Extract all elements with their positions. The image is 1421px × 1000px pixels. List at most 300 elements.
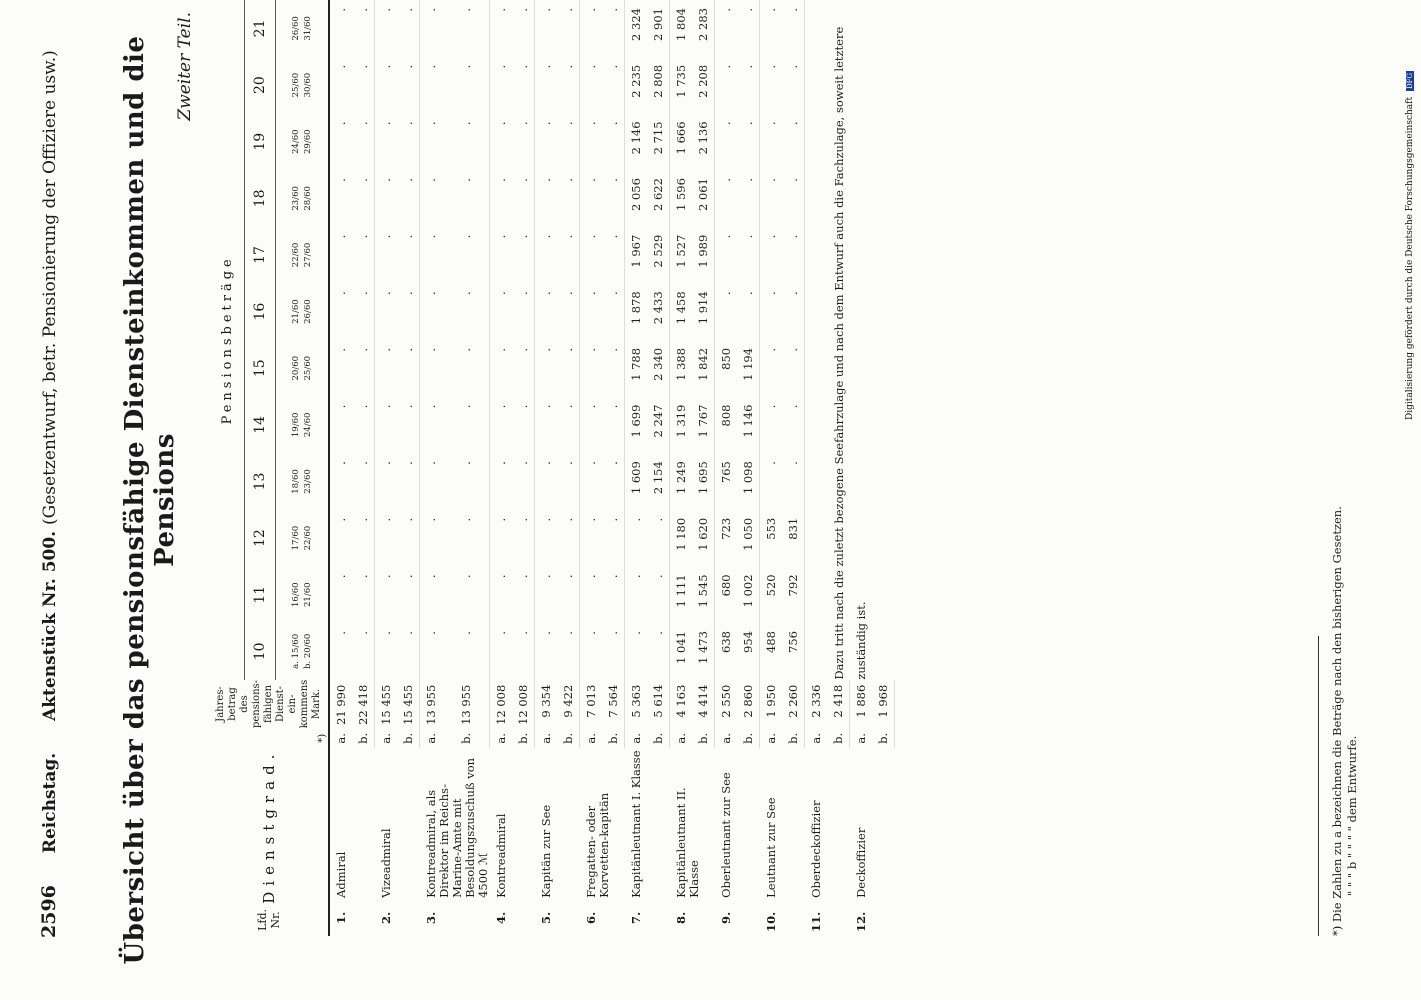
pension-value-15: . bbox=[584, 347, 598, 352]
pension-value-21: . bbox=[455, 0, 490, 57]
annual-income: 7 564 bbox=[602, 680, 625, 729]
pension-value-20: . bbox=[719, 64, 733, 69]
footnote-line-1: *) Die Zahlen zu a bezeichnen die Beträge nach den bisherigen Gesetzen. bbox=[1330, 506, 1344, 936]
pension-value-21: . bbox=[512, 0, 535, 57]
pension-value-14: 2 247 bbox=[647, 397, 670, 454]
pension-value-17: . bbox=[602, 227, 625, 284]
pension-value-10: . bbox=[455, 623, 490, 680]
dfg-logo: DFG bbox=[1406, 72, 1414, 90]
pension-value-10: . bbox=[334, 631, 348, 635]
pension-value-18: . bbox=[352, 170, 375, 227]
pension-value-16: . bbox=[334, 291, 348, 295]
pension-value-13: . bbox=[584, 461, 598, 465]
pension-value-13: . bbox=[455, 453, 490, 510]
pension-value-14: . bbox=[602, 397, 625, 454]
annual-income: 2 260 bbox=[782, 680, 805, 729]
fraction-header-20 bbox=[276, 57, 330, 114]
pension-value-12: . bbox=[557, 510, 580, 567]
pension-value-12: . bbox=[602, 510, 625, 567]
pension-value-20: 2 808 bbox=[647, 57, 670, 114]
variant-label: a. bbox=[334, 733, 348, 744]
row-number: 2. bbox=[378, 911, 393, 924]
row-number: 3. bbox=[423, 911, 438, 924]
pension-value-11: . bbox=[539, 574, 553, 579]
variant-label: a. bbox=[719, 733, 733, 744]
fraction-b: 25/60 bbox=[303, 355, 313, 381]
fraction-a: 22/60 bbox=[291, 242, 301, 268]
service-grade: Kontreadmiral, als Direktor im Reichs-Marine-Amte mit Besoldungszuschuß von 4500 ℳ bbox=[423, 757, 490, 898]
pension-value-19: . bbox=[782, 113, 805, 170]
annual-income: 2 860 bbox=[737, 680, 760, 729]
service-grade: Oberdeckoffizier bbox=[808, 800, 823, 898]
pension-value-16: . bbox=[455, 283, 490, 340]
year-header-18: 18 bbox=[245, 170, 276, 227]
annual-income: 1 886 bbox=[854, 684, 868, 718]
variant-label: b. bbox=[872, 728, 895, 748]
annual-income: 5 363 bbox=[629, 684, 643, 718]
pension-value-17: . bbox=[424, 234, 438, 239]
pension-value-19: . bbox=[584, 121, 598, 126]
pension-value-17: 2 529 bbox=[647, 227, 670, 284]
pension-value-12: . bbox=[512, 510, 535, 567]
pension-value-10: . bbox=[584, 631, 598, 635]
variant-label: a. bbox=[854, 733, 868, 744]
digitization-note: Digitalisierung gefördert durch die Deutsche Forschungsgemeinschaft bbox=[1405, 96, 1415, 420]
pension-value-21: . bbox=[557, 0, 580, 57]
table-row bbox=[715, 0, 738, 936]
pension-value-10: 1 041 bbox=[674, 631, 688, 664]
table-row bbox=[670, 0, 693, 936]
pension-value-15: . bbox=[557, 340, 580, 397]
service-grade: Kapitän zur See bbox=[538, 804, 553, 898]
pension-value-15: . bbox=[602, 340, 625, 397]
variant-label: b. bbox=[602, 728, 625, 748]
pension-value-16: . bbox=[584, 291, 598, 295]
fraction-header-15 bbox=[276, 340, 330, 397]
pension-value-16: 1 458 bbox=[674, 291, 688, 325]
pension-value-15: 1 388 bbox=[674, 347, 688, 381]
pension-value-19: . bbox=[494, 121, 508, 126]
pension-value-20: . bbox=[352, 57, 375, 114]
pension-value-12: 1 050 bbox=[737, 510, 760, 567]
fraction-a: 21/60 bbox=[291, 299, 301, 324]
pension-value-17: . bbox=[352, 227, 375, 284]
pension-value-19: . bbox=[455, 113, 490, 170]
pension-value-13: . bbox=[539, 461, 553, 465]
pension-value-12: . bbox=[352, 510, 375, 567]
pension-value-12: . bbox=[647, 510, 670, 567]
variant-label: b. bbox=[557, 728, 580, 748]
variant-label: a. bbox=[674, 733, 688, 744]
year-header-12: 12 bbox=[245, 510, 276, 567]
pension-value-21: . bbox=[539, 8, 553, 12]
pension-value-15: . bbox=[782, 340, 805, 397]
fraction-header-11 bbox=[276, 566, 330, 623]
row-number: 5. bbox=[538, 911, 553, 924]
pension-value-13: 2 154 bbox=[647, 453, 670, 510]
pension-value-13: . bbox=[512, 453, 535, 510]
pension-value-11: 792 bbox=[782, 566, 805, 623]
pension-value-18: . bbox=[782, 170, 805, 227]
pension-value-17: . bbox=[539, 234, 553, 239]
pension-value-14: 808 bbox=[719, 404, 733, 427]
pension-value-16: . bbox=[352, 283, 375, 340]
pension-value-14: . bbox=[584, 404, 598, 409]
year-header-19: 19 bbox=[245, 113, 276, 170]
variant-label: b. bbox=[512, 728, 535, 748]
pension-value-20: . bbox=[512, 57, 535, 114]
document-description: (Gesetzentwurf, betr. Pensionierung der Offiziere usw.) bbox=[40, 50, 60, 525]
pension-value-20: 1 735 bbox=[674, 64, 688, 98]
pension-value-10: 954 bbox=[737, 623, 760, 680]
fraction-a: a. 15/60 bbox=[291, 633, 301, 669]
fraction-header-14 bbox=[276, 397, 330, 454]
pension-value-10: . bbox=[352, 623, 375, 680]
row-number: 8. bbox=[673, 911, 688, 924]
variant-label: a. bbox=[764, 733, 778, 744]
pension-value-17: . bbox=[584, 234, 598, 239]
variant-label: a. bbox=[809, 733, 823, 744]
pension-value-18: . bbox=[379, 178, 393, 182]
annual-income: 1 950 bbox=[764, 684, 778, 718]
pension-value-20: . bbox=[379, 64, 393, 69]
fraction-b: 26/60 bbox=[303, 299, 313, 324]
pension-value-13: 1 695 bbox=[692, 453, 715, 510]
year-header-15: 15 bbox=[245, 340, 276, 397]
service-grade: Oberleutnant zur See bbox=[718, 772, 733, 898]
pension-value-18: . bbox=[512, 170, 535, 227]
fraction-a: 26/60 bbox=[291, 16, 301, 41]
pension-value-19: 1 666 bbox=[674, 121, 688, 155]
pension-value-12: . bbox=[584, 517, 598, 522]
pension-value-13: . bbox=[334, 461, 348, 465]
digitization-credit bbox=[1405, 71, 1415, 420]
pension-value-14: . bbox=[494, 404, 508, 409]
pension-value-15: . bbox=[512, 340, 535, 397]
pension-value-12: 553 bbox=[764, 517, 778, 540]
table-body bbox=[329, 0, 895, 936]
table-row bbox=[580, 0, 603, 936]
row-number: 1. bbox=[334, 911, 348, 924]
pension-value-17: 1 527 bbox=[674, 234, 688, 268]
pension-value-11: 1 111 bbox=[674, 574, 688, 608]
annual-income: 1 968 bbox=[872, 680, 895, 729]
fraction-b: 22/60 bbox=[303, 525, 313, 551]
pension-value-11: . bbox=[455, 566, 490, 623]
pension-value-16: . bbox=[397, 283, 420, 340]
pension-value-14: 1 319 bbox=[674, 404, 688, 438]
pension-value-17: . bbox=[379, 234, 393, 239]
pension-value-16: 2 433 bbox=[647, 283, 670, 340]
pension-value-13: 1 249 bbox=[674, 461, 688, 495]
year-header-13: 13 bbox=[245, 453, 276, 510]
annual-income: 4 414 bbox=[692, 680, 715, 729]
pension-value-21: . bbox=[737, 0, 760, 57]
footnote-rule bbox=[1318, 636, 1319, 936]
pension-value-21: 1 804 bbox=[674, 8, 688, 41]
pension-value-15: . bbox=[379, 347, 393, 352]
pension-value-18: . bbox=[397, 170, 420, 227]
pension-value-19: . bbox=[352, 113, 375, 170]
service-grade: Leutnant zur See bbox=[763, 797, 778, 898]
pension-value-20: . bbox=[782, 57, 805, 114]
pension-value-19: . bbox=[424, 121, 438, 126]
pension-value-19: . bbox=[764, 121, 778, 126]
annual-income: 9 422 bbox=[557, 680, 580, 729]
fraction-a: 24/60 bbox=[291, 129, 301, 154]
pension-value-12: . bbox=[379, 517, 393, 522]
annual-income: 7 013 bbox=[584, 684, 598, 718]
table-row bbox=[625, 0, 648, 936]
row-number: 9. bbox=[718, 911, 733, 924]
pension-value-13: . bbox=[557, 453, 580, 510]
pension-value-11: 680 bbox=[719, 574, 733, 597]
pension-value-11: . bbox=[584, 574, 598, 579]
pension-value-18: 1 596 bbox=[674, 178, 688, 211]
fraction-b: 29/60 bbox=[303, 129, 313, 154]
pension-value-10: . bbox=[647, 623, 670, 680]
pension-value-14: . bbox=[557, 397, 580, 454]
pension-value-21: 2 901 bbox=[647, 0, 670, 57]
pension-value-20: . bbox=[602, 57, 625, 114]
row-number: 10. bbox=[763, 911, 778, 932]
fraction-a: 25/60 bbox=[291, 72, 301, 98]
pension-value-14: . bbox=[424, 404, 438, 409]
pension-value-16: . bbox=[539, 291, 553, 295]
pension-value-18: . bbox=[455, 170, 490, 227]
pension-value-18: . bbox=[494, 178, 508, 182]
pension-value-18: . bbox=[764, 178, 778, 182]
table-row bbox=[420, 0, 455, 936]
annual-income: 13 955 bbox=[424, 684, 438, 725]
col-header-note: *) bbox=[210, 728, 329, 748]
footnote-line-2: " " " b " " " " dem Entwurfe. bbox=[1345, 735, 1359, 896]
pension-value-13: . bbox=[494, 461, 508, 465]
pension-value-12: . bbox=[397, 510, 420, 567]
pension-value-19: . bbox=[557, 113, 580, 170]
table-title: Übersicht über das pensionsfähige Diensteinkommen und die Pensions bbox=[120, 35, 180, 965]
pension-value-20: . bbox=[584, 64, 598, 69]
service-grade: Kapitänleutnant I. Klasse bbox=[628, 750, 643, 898]
pension-value-13: 1 609 bbox=[629, 461, 643, 495]
pension-value-16: 1 914 bbox=[692, 283, 715, 340]
pension-value-12: 831 bbox=[782, 510, 805, 567]
variant-label: a. bbox=[494, 733, 508, 744]
pension-value-12: . bbox=[494, 517, 508, 522]
pension-value-19: . bbox=[539, 121, 553, 126]
pension-value-21: . bbox=[719, 8, 733, 12]
variant-label: a. bbox=[424, 733, 438, 744]
pension-value-13: . bbox=[424, 461, 438, 465]
row-number: 4. bbox=[493, 911, 508, 924]
pension-value-18: 2 056 bbox=[629, 178, 643, 211]
pension-value-14: . bbox=[397, 397, 420, 454]
pension-value-13: . bbox=[379, 461, 393, 465]
fraction-b: 31/60 bbox=[303, 16, 313, 41]
pension-value-21: . bbox=[584, 8, 598, 12]
pension-value-12: . bbox=[629, 517, 643, 522]
pension-value-19: 2 136 bbox=[692, 113, 715, 170]
pension-value-18: . bbox=[424, 178, 438, 182]
annual-income: 21 990 bbox=[334, 684, 348, 725]
pension-value-13: 765 bbox=[719, 461, 733, 484]
pension-value-14: 1 699 bbox=[629, 404, 643, 438]
annual-income: 12 008 bbox=[512, 680, 535, 729]
pension-value-14: . bbox=[352, 397, 375, 454]
table-row bbox=[329, 0, 352, 936]
pension-value-10: . bbox=[512, 623, 535, 680]
fraction-b: 30/60 bbox=[303, 72, 313, 98]
pension-value-16: . bbox=[512, 283, 535, 340]
service-grade: Admiral bbox=[334, 851, 348, 898]
pension-value-21: 2 324 bbox=[629, 8, 643, 41]
footnote bbox=[1330, 506, 1360, 936]
pension-value-11: 1 002 bbox=[737, 566, 760, 623]
fraction-header-10 bbox=[276, 623, 330, 680]
pension-value-11: . bbox=[494, 574, 508, 579]
pension-value-21: . bbox=[397, 0, 420, 57]
fraction-b: 28/60 bbox=[303, 186, 313, 211]
pension-value-14: 1 767 bbox=[692, 397, 715, 454]
pension-value-20: . bbox=[494, 64, 508, 69]
pension-value-15: 1 842 bbox=[692, 340, 715, 397]
pension-value-17: . bbox=[512, 227, 535, 284]
pension-value-15: . bbox=[397, 340, 420, 397]
pension-value-19: . bbox=[602, 113, 625, 170]
fraction-header-17 bbox=[276, 227, 330, 284]
fraction-header-21 bbox=[276, 0, 330, 57]
pension-value-21: . bbox=[602, 0, 625, 57]
pension-value-18: . bbox=[334, 178, 348, 182]
table-row bbox=[490, 0, 513, 936]
pension-value-11: . bbox=[397, 566, 420, 623]
pension-value-17: . bbox=[455, 227, 490, 284]
fraction-a: 23/60 bbox=[291, 186, 301, 211]
year-header-21: 21 bbox=[245, 0, 276, 57]
year-header-17: 17 bbox=[245, 227, 276, 284]
variant-label: b. bbox=[455, 728, 490, 748]
fraction-header-18 bbox=[276, 170, 330, 227]
pension-value-20: 2 208 bbox=[692, 57, 715, 114]
service-grade: Kapitänleutnant II. Klasse bbox=[673, 787, 701, 898]
pension-value-20: . bbox=[397, 57, 420, 114]
parliament-label: Reichstag. bbox=[40, 752, 60, 854]
pension-value-10: . bbox=[602, 623, 625, 680]
pension-value-11: . bbox=[334, 574, 348, 579]
pension-value-12: . bbox=[334, 517, 348, 522]
pension-value-17: . bbox=[397, 227, 420, 284]
variant-label: b. bbox=[397, 728, 420, 748]
table-row bbox=[535, 0, 558, 936]
pension-value-10: . bbox=[397, 623, 420, 680]
pension-value-15: 1 788 bbox=[629, 347, 643, 381]
year-header-14: 14 bbox=[245, 397, 276, 454]
row-number: 6. bbox=[583, 911, 598, 924]
pension-value-21: . bbox=[494, 8, 508, 12]
variant-label: b. bbox=[692, 728, 715, 748]
fraction-header-13 bbox=[276, 453, 330, 510]
pension-value-14: . bbox=[764, 404, 778, 409]
service-grade: Deckoffizier bbox=[853, 827, 868, 898]
band-header: Pensionsbeträge bbox=[210, 0, 245, 680]
pension-value-17: . bbox=[764, 234, 778, 239]
fraction-header-16 bbox=[276, 283, 330, 340]
pension-value-21: . bbox=[424, 8, 438, 12]
pension-value-18: . bbox=[539, 178, 553, 182]
pension-value-16: 1 878 bbox=[629, 291, 643, 325]
pension-value-19: 2 715 bbox=[647, 113, 670, 170]
pension-value-14: . bbox=[379, 404, 393, 409]
pension-value-14: . bbox=[539, 404, 553, 409]
annual-income: 13 955 bbox=[455, 680, 490, 729]
pension-value-18: . bbox=[584, 178, 598, 182]
pension-value-15: 850 bbox=[719, 347, 733, 370]
variant-label: a. bbox=[539, 733, 553, 744]
pension-value-13: . bbox=[352, 453, 375, 510]
pension-table bbox=[210, 0, 895, 936]
pension-value-19: . bbox=[397, 113, 420, 170]
pension-value-15: . bbox=[764, 347, 778, 352]
variant-label: a. bbox=[629, 733, 643, 744]
service-grade: Kontreadmiral bbox=[493, 813, 508, 898]
row-number: 7. bbox=[628, 911, 643, 924]
fraction-b: 24/60 bbox=[303, 412, 313, 438]
pension-value-21: 2 283 bbox=[692, 0, 715, 57]
row-number: 12. bbox=[853, 911, 868, 932]
pension-value-17: . bbox=[494, 234, 508, 239]
service-grade: Fregatten- oder Korvetten-kapitän bbox=[583, 792, 611, 898]
page-number: 2596 bbox=[38, 885, 60, 938]
fraction-b: b. 20/60 bbox=[303, 633, 313, 670]
pension-value-19: . bbox=[737, 113, 760, 170]
addendum-note: Dazu tritt nach die zuletzt bezogene Seefahrzulage und nach dem Entwurf auch die Fachzulage, soweit letztere zuständig ist. bbox=[831, 26, 868, 680]
pension-value-15: . bbox=[424, 347, 438, 352]
fraction-b: 27/60 bbox=[303, 242, 313, 268]
annual-income: 4 163 bbox=[674, 684, 688, 718]
variant-label: b. bbox=[827, 728, 850, 748]
annual-income: 15 455 bbox=[397, 680, 420, 729]
variant-label: b. bbox=[782, 728, 805, 748]
pension-value-11: . bbox=[557, 566, 580, 623]
pension-value-21: . bbox=[782, 0, 805, 57]
pension-value-20: . bbox=[764, 64, 778, 69]
table-row bbox=[805, 0, 828, 936]
annual-income: 2 336 bbox=[809, 684, 823, 718]
pension-value-11: 520 bbox=[764, 574, 778, 597]
fraction-header-12 bbox=[276, 510, 330, 567]
annual-income: 5 614 bbox=[647, 680, 670, 729]
fraction-a: 18/60 bbox=[291, 469, 301, 494]
pension-value-11: . bbox=[352, 566, 375, 623]
pension-value-18: . bbox=[719, 178, 733, 182]
pension-value-10: . bbox=[539, 631, 553, 635]
year-header-11: 11 bbox=[245, 566, 276, 623]
pension-value-15: . bbox=[455, 340, 490, 397]
variant-label: a. bbox=[584, 733, 598, 744]
pension-value-15: . bbox=[494, 347, 508, 352]
pension-value-11: . bbox=[602, 566, 625, 623]
pension-value-19: . bbox=[719, 121, 733, 126]
variant-label: a. bbox=[379, 733, 393, 744]
pension-value-10: 488 bbox=[764, 631, 778, 653]
variant-label: b. bbox=[737, 728, 760, 748]
pension-value-16: . bbox=[424, 291, 438, 295]
col-header-grade: Dienstgrad. bbox=[210, 748, 329, 904]
pension-value-19: . bbox=[334, 121, 348, 126]
pension-value-16: . bbox=[379, 291, 393, 295]
year-header-16: 16 bbox=[245, 283, 276, 340]
pension-value-10: 756 bbox=[782, 623, 805, 680]
